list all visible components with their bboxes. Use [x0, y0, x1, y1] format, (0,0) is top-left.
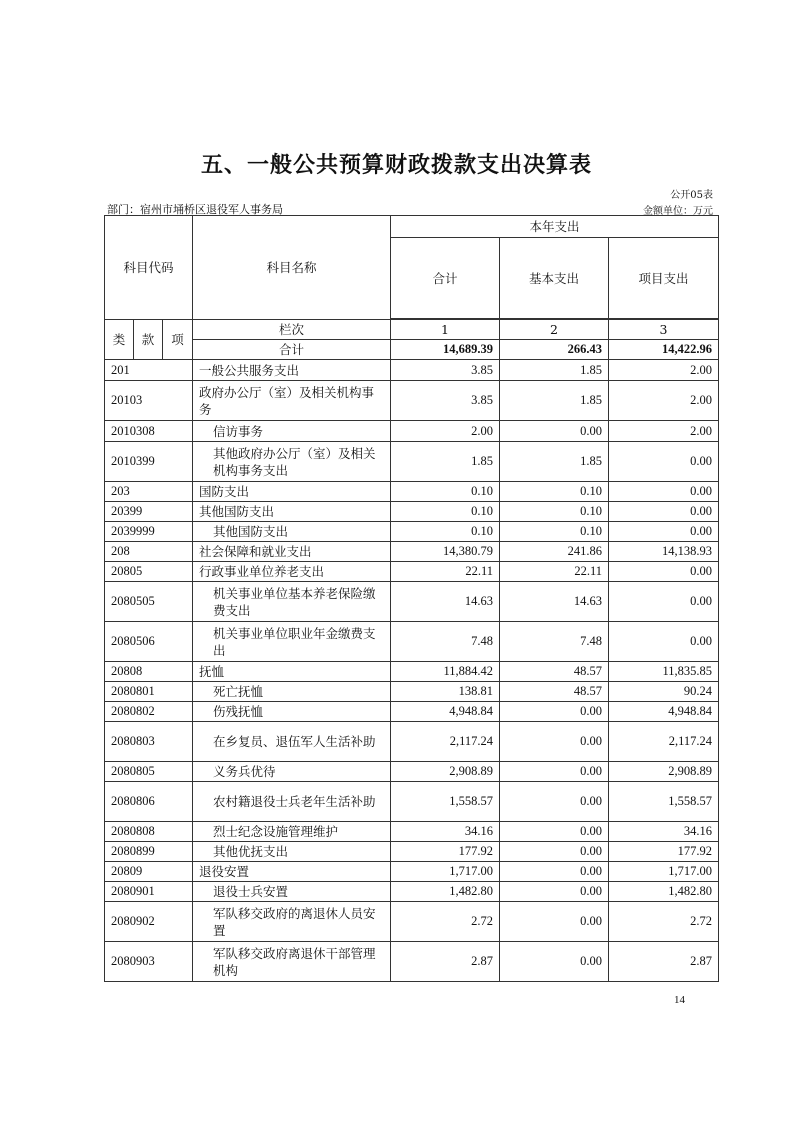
table-row [105, 421, 719, 442]
row-total: 4,948.84 [391, 702, 500, 722]
table-row [105, 842, 719, 862]
table-row [105, 442, 719, 482]
row-subject-name: 其他政府办公厅（室）及相关机构事务支出 [193, 442, 391, 482]
row-subject-name: 一般公共服务支出 [193, 360, 391, 381]
row-total: 34.16 [391, 822, 500, 842]
header-basic: 基本支出 [500, 238, 609, 319]
row-total: 3.85 [391, 381, 500, 421]
page-title: 五、一般公共预算财政拨款支出决算表 [200, 152, 592, 178]
expenditure-table [104, 215, 719, 982]
total-row-total: 14,689.39 [391, 340, 500, 360]
row-basic: 0.00 [500, 782, 609, 822]
department-label: 部门：宿州市埇桥区退役军人事务局 [107, 203, 283, 216]
row-total: 2.00 [391, 421, 500, 442]
row-project: 177.92 [609, 842, 719, 862]
row-subject-name: 机关事业单位基本养老保险缴费支出 [193, 582, 391, 622]
row-project: 34.16 [609, 822, 719, 842]
row-project: 0.00 [609, 522, 719, 542]
header-current-year: 本年支出 [391, 216, 719, 238]
row-subject-name: 退役士兵安置 [193, 882, 391, 902]
table-row [105, 942, 719, 982]
header-lei: 类 [105, 320, 134, 360]
row-subject-name: 军队移交政府离退休干部管理机构 [193, 942, 391, 982]
row-total: 0.10 [391, 502, 500, 522]
row-subject-name: 义务兵优待 [193, 762, 391, 782]
row-subject-name: 烈士纪念设施管理维护 [193, 822, 391, 842]
row-subject-name: 其他国防支出 [193, 502, 391, 522]
amount-unit-label: 金额单位：万元 [643, 206, 713, 217]
row-project: 2.00 [609, 360, 719, 381]
row-code: 203 [105, 482, 193, 502]
row-subject-name: 其他国防支出 [193, 522, 391, 542]
column-number-2: 2 [500, 320, 609, 340]
page-number: 14 [674, 994, 685, 1006]
column-number-label: 栏次 [193, 320, 391, 340]
row-basic: 0.10 [500, 502, 609, 522]
row-project: 2,117.24 [609, 722, 719, 762]
column-number-3: 3 [609, 320, 719, 340]
table-row [105, 702, 719, 722]
row-project: 2.87 [609, 942, 719, 982]
row-total: 2.72 [391, 902, 500, 942]
row-subject-name: 军队移交政府的离退休人员安置 [193, 902, 391, 942]
table-row [105, 381, 719, 421]
row-total: 2.87 [391, 942, 500, 982]
row-code: 2080806 [105, 782, 193, 822]
row-basic: 0.00 [500, 822, 609, 842]
row-subject-name: 社会保障和就业支出 [193, 542, 391, 562]
row-project: 2.72 [609, 902, 719, 942]
row-total: 1,558.57 [391, 782, 500, 822]
table-row [105, 582, 719, 622]
row-code: 20399 [105, 502, 193, 522]
header-kuan: 款 [134, 320, 163, 360]
row-basic: 241.86 [500, 542, 609, 562]
row-code: 2080903 [105, 942, 193, 982]
row-project: 14,138.93 [609, 542, 719, 562]
row-basic: 14.63 [500, 582, 609, 622]
table-row [105, 722, 719, 762]
row-code: 2080899 [105, 842, 193, 862]
table-row [105, 762, 719, 782]
header-project: 项目支出 [609, 238, 719, 319]
table-row [105, 782, 719, 822]
form-number: 公开05表 [670, 190, 713, 201]
header-total: 合计 [391, 238, 500, 319]
row-subject-name: 其他优抚支出 [193, 842, 391, 862]
row-subject-name: 退役安置 [193, 862, 391, 882]
row-basic: 1.85 [500, 360, 609, 381]
row-project: 1,482.80 [609, 882, 719, 902]
row-subject-name: 政府办公厅（室）及相关机构事务 [193, 381, 391, 421]
row-basic: 0.00 [500, 762, 609, 782]
row-project: 0.00 [609, 622, 719, 662]
table-row [105, 862, 719, 882]
row-total: 2,117.24 [391, 722, 500, 762]
table-row [105, 502, 719, 522]
row-basic: 0.00 [500, 421, 609, 442]
row-total: 14.63 [391, 582, 500, 622]
row-basic: 0.00 [500, 702, 609, 722]
total-row-label: 合计 [193, 340, 391, 360]
table-row [105, 622, 719, 662]
row-subject-name: 农村籍退役士兵老年生活补助 [193, 782, 391, 822]
row-basic: 1.85 [500, 442, 609, 482]
row-total: 1,717.00 [391, 862, 500, 882]
row-total: 14,380.79 [391, 542, 500, 562]
row-basic: 0.00 [500, 902, 609, 942]
header-xiang: 项 [163, 320, 193, 360]
row-code: 2010308 [105, 421, 193, 442]
row-code: 2080803 [105, 722, 193, 762]
row-code: 2010399 [105, 442, 193, 482]
row-subject-name: 死亡抚恤 [193, 682, 391, 702]
row-code: 208 [105, 542, 193, 562]
row-code: 2039999 [105, 522, 193, 542]
table-row [105, 882, 719, 902]
total-row-project: 14,422.96 [609, 340, 719, 360]
column-number-1: 1 [391, 320, 500, 340]
row-project: 2,908.89 [609, 762, 719, 782]
header-code-group: 科目代码 [105, 216, 193, 320]
row-total: 0.10 [391, 482, 500, 502]
row-code: 2080506 [105, 622, 193, 662]
row-total: 22.11 [391, 562, 500, 582]
row-total: 1.85 [391, 442, 500, 482]
table-row [105, 822, 719, 842]
row-total: 1,482.80 [391, 882, 500, 902]
row-project: 0.00 [609, 582, 719, 622]
row-subject-name: 在乡复员、退伍军人生活补助 [193, 722, 391, 762]
row-project: 0.00 [609, 442, 719, 482]
row-subject-name: 伤残抚恤 [193, 702, 391, 722]
row-code: 2080808 [105, 822, 193, 842]
row-total: 2,908.89 [391, 762, 500, 782]
row-code: 2080505 [105, 582, 193, 622]
row-basic: 22.11 [500, 562, 609, 582]
row-basic: 0.00 [500, 842, 609, 862]
table-row [105, 482, 719, 502]
header-subject-name: 科目名称 [193, 216, 391, 320]
table-row [105, 542, 719, 562]
row-total: 11,884.42 [391, 662, 500, 682]
table-row [105, 360, 719, 381]
table-row [105, 562, 719, 582]
row-subject-name: 抚恤 [193, 662, 391, 682]
row-project: 0.00 [609, 502, 719, 522]
row-basic: 0.10 [500, 482, 609, 502]
table-row [105, 662, 719, 682]
row-basic: 7.48 [500, 622, 609, 662]
row-code: 20808 [105, 662, 193, 682]
row-basic: 48.57 [500, 662, 609, 682]
table-row [105, 682, 719, 702]
row-project: 2.00 [609, 381, 719, 421]
row-basic: 0.10 [500, 522, 609, 542]
row-code: 201 [105, 360, 193, 381]
row-project: 0.00 [609, 482, 719, 502]
total-row-basic: 266.43 [500, 340, 609, 360]
row-subject-name: 机关事业单位职业年金缴费支出 [193, 622, 391, 662]
row-total: 138.81 [391, 682, 500, 702]
row-basic: 0.00 [500, 862, 609, 882]
row-code: 20809 [105, 862, 193, 882]
row-basic: 1.85 [500, 381, 609, 421]
table-row [105, 522, 719, 542]
row-code: 2080801 [105, 682, 193, 702]
row-project: 90.24 [609, 682, 719, 702]
row-project: 0.00 [609, 562, 719, 582]
row-code: 2080902 [105, 902, 193, 942]
row-code: 2080901 [105, 882, 193, 902]
row-code: 2080802 [105, 702, 193, 722]
row-project: 2.00 [609, 421, 719, 442]
row-code: 20103 [105, 381, 193, 421]
row-total: 177.92 [391, 842, 500, 862]
row-code: 20805 [105, 562, 193, 582]
row-basic: 0.00 [500, 722, 609, 762]
row-project: 1,558.57 [609, 782, 719, 822]
table-row [105, 902, 719, 942]
row-project: 1,717.00 [609, 862, 719, 882]
row-total: 0.10 [391, 522, 500, 542]
row-project: 11,835.85 [609, 662, 719, 682]
row-code: 2080805 [105, 762, 193, 782]
row-project: 4,948.84 [609, 702, 719, 722]
row-basic: 0.00 [500, 882, 609, 902]
row-basic: 48.57 [500, 682, 609, 702]
row-total: 7.48 [391, 622, 500, 662]
row-subject-name: 行政事业单位养老支出 [193, 562, 391, 582]
row-subject-name: 国防支出 [193, 482, 391, 502]
row-subject-name: 信访事务 [193, 421, 391, 442]
row-total: 3.85 [391, 360, 500, 381]
row-basic: 0.00 [500, 942, 609, 982]
